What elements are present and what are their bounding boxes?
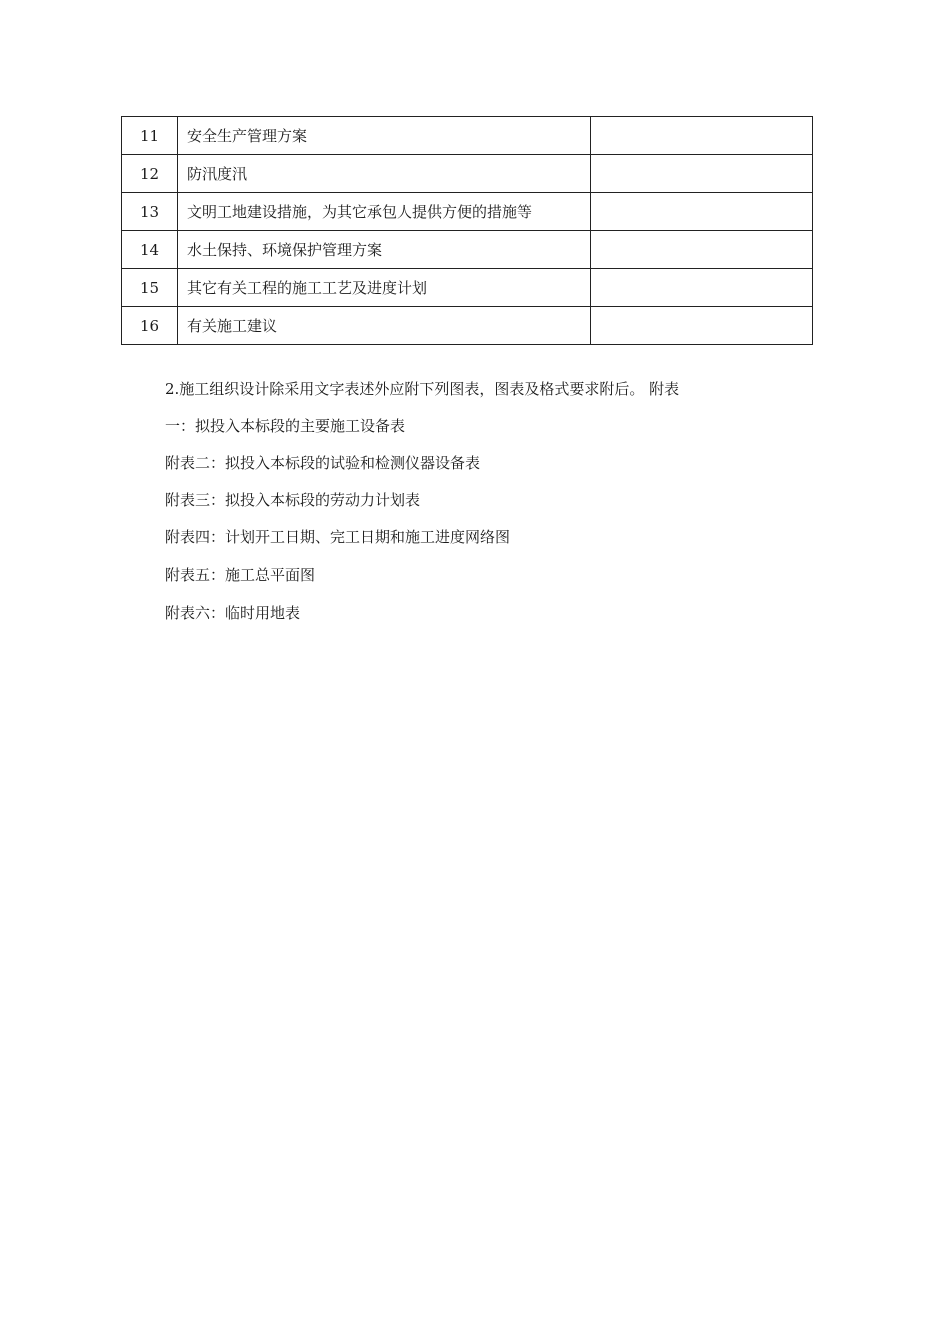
row-note bbox=[591, 307, 813, 345]
row-number: 13 bbox=[122, 193, 178, 231]
items-table bbox=[121, 116, 813, 345]
table-row bbox=[122, 117, 813, 155]
row-note bbox=[591, 193, 813, 231]
row-description: 其它有关工程的施工工艺及进度计划 bbox=[178, 269, 591, 307]
row-number: 15 bbox=[122, 269, 178, 307]
row-description: 安全生产管理方案 bbox=[178, 117, 591, 155]
row-number: 11 bbox=[122, 117, 178, 155]
appendix-item-2: 附表二：拟投入本标段的试验和检测仪器设备表 bbox=[165, 454, 481, 472]
row-note bbox=[591, 231, 813, 269]
row-note bbox=[591, 269, 813, 307]
row-note bbox=[591, 117, 813, 155]
row-number: 16 bbox=[122, 307, 178, 345]
table-row bbox=[122, 269, 813, 307]
row-note bbox=[591, 155, 813, 193]
appendix-item-3: 附表三：拟投入本标段的劳动力计划表 bbox=[165, 491, 421, 509]
row-description: 文明工地建设措施，为其它承包人提供方便的措施等 bbox=[178, 193, 591, 231]
appendix-item-5: 附表五：施工总平面图 bbox=[165, 566, 316, 584]
table-row bbox=[122, 307, 813, 345]
table-row bbox=[122, 193, 813, 231]
row-description: 防汛度汛 bbox=[178, 155, 591, 193]
row-number: 12 bbox=[122, 155, 178, 193]
table-row bbox=[122, 155, 813, 193]
appendix-item-6: 附表六：临时用地表 bbox=[165, 604, 301, 622]
row-number: 14 bbox=[122, 231, 178, 269]
appendix-item-4: 附表四：计划开工日期、完工日期和施工进度网络图 bbox=[165, 528, 511, 546]
row-description: 有关施工建议 bbox=[178, 307, 591, 345]
intro-paragraph-line-1: 2.施工组织设计除采用文字表述外应附下列图表，图表及格式要求附后。 附表 bbox=[165, 380, 680, 398]
intro-paragraph-line-2: 一：拟投入本标段的主要施工设备表 bbox=[165, 417, 406, 435]
row-description: 水土保持、环境保护管理方案 bbox=[178, 231, 591, 269]
table-row bbox=[122, 231, 813, 269]
